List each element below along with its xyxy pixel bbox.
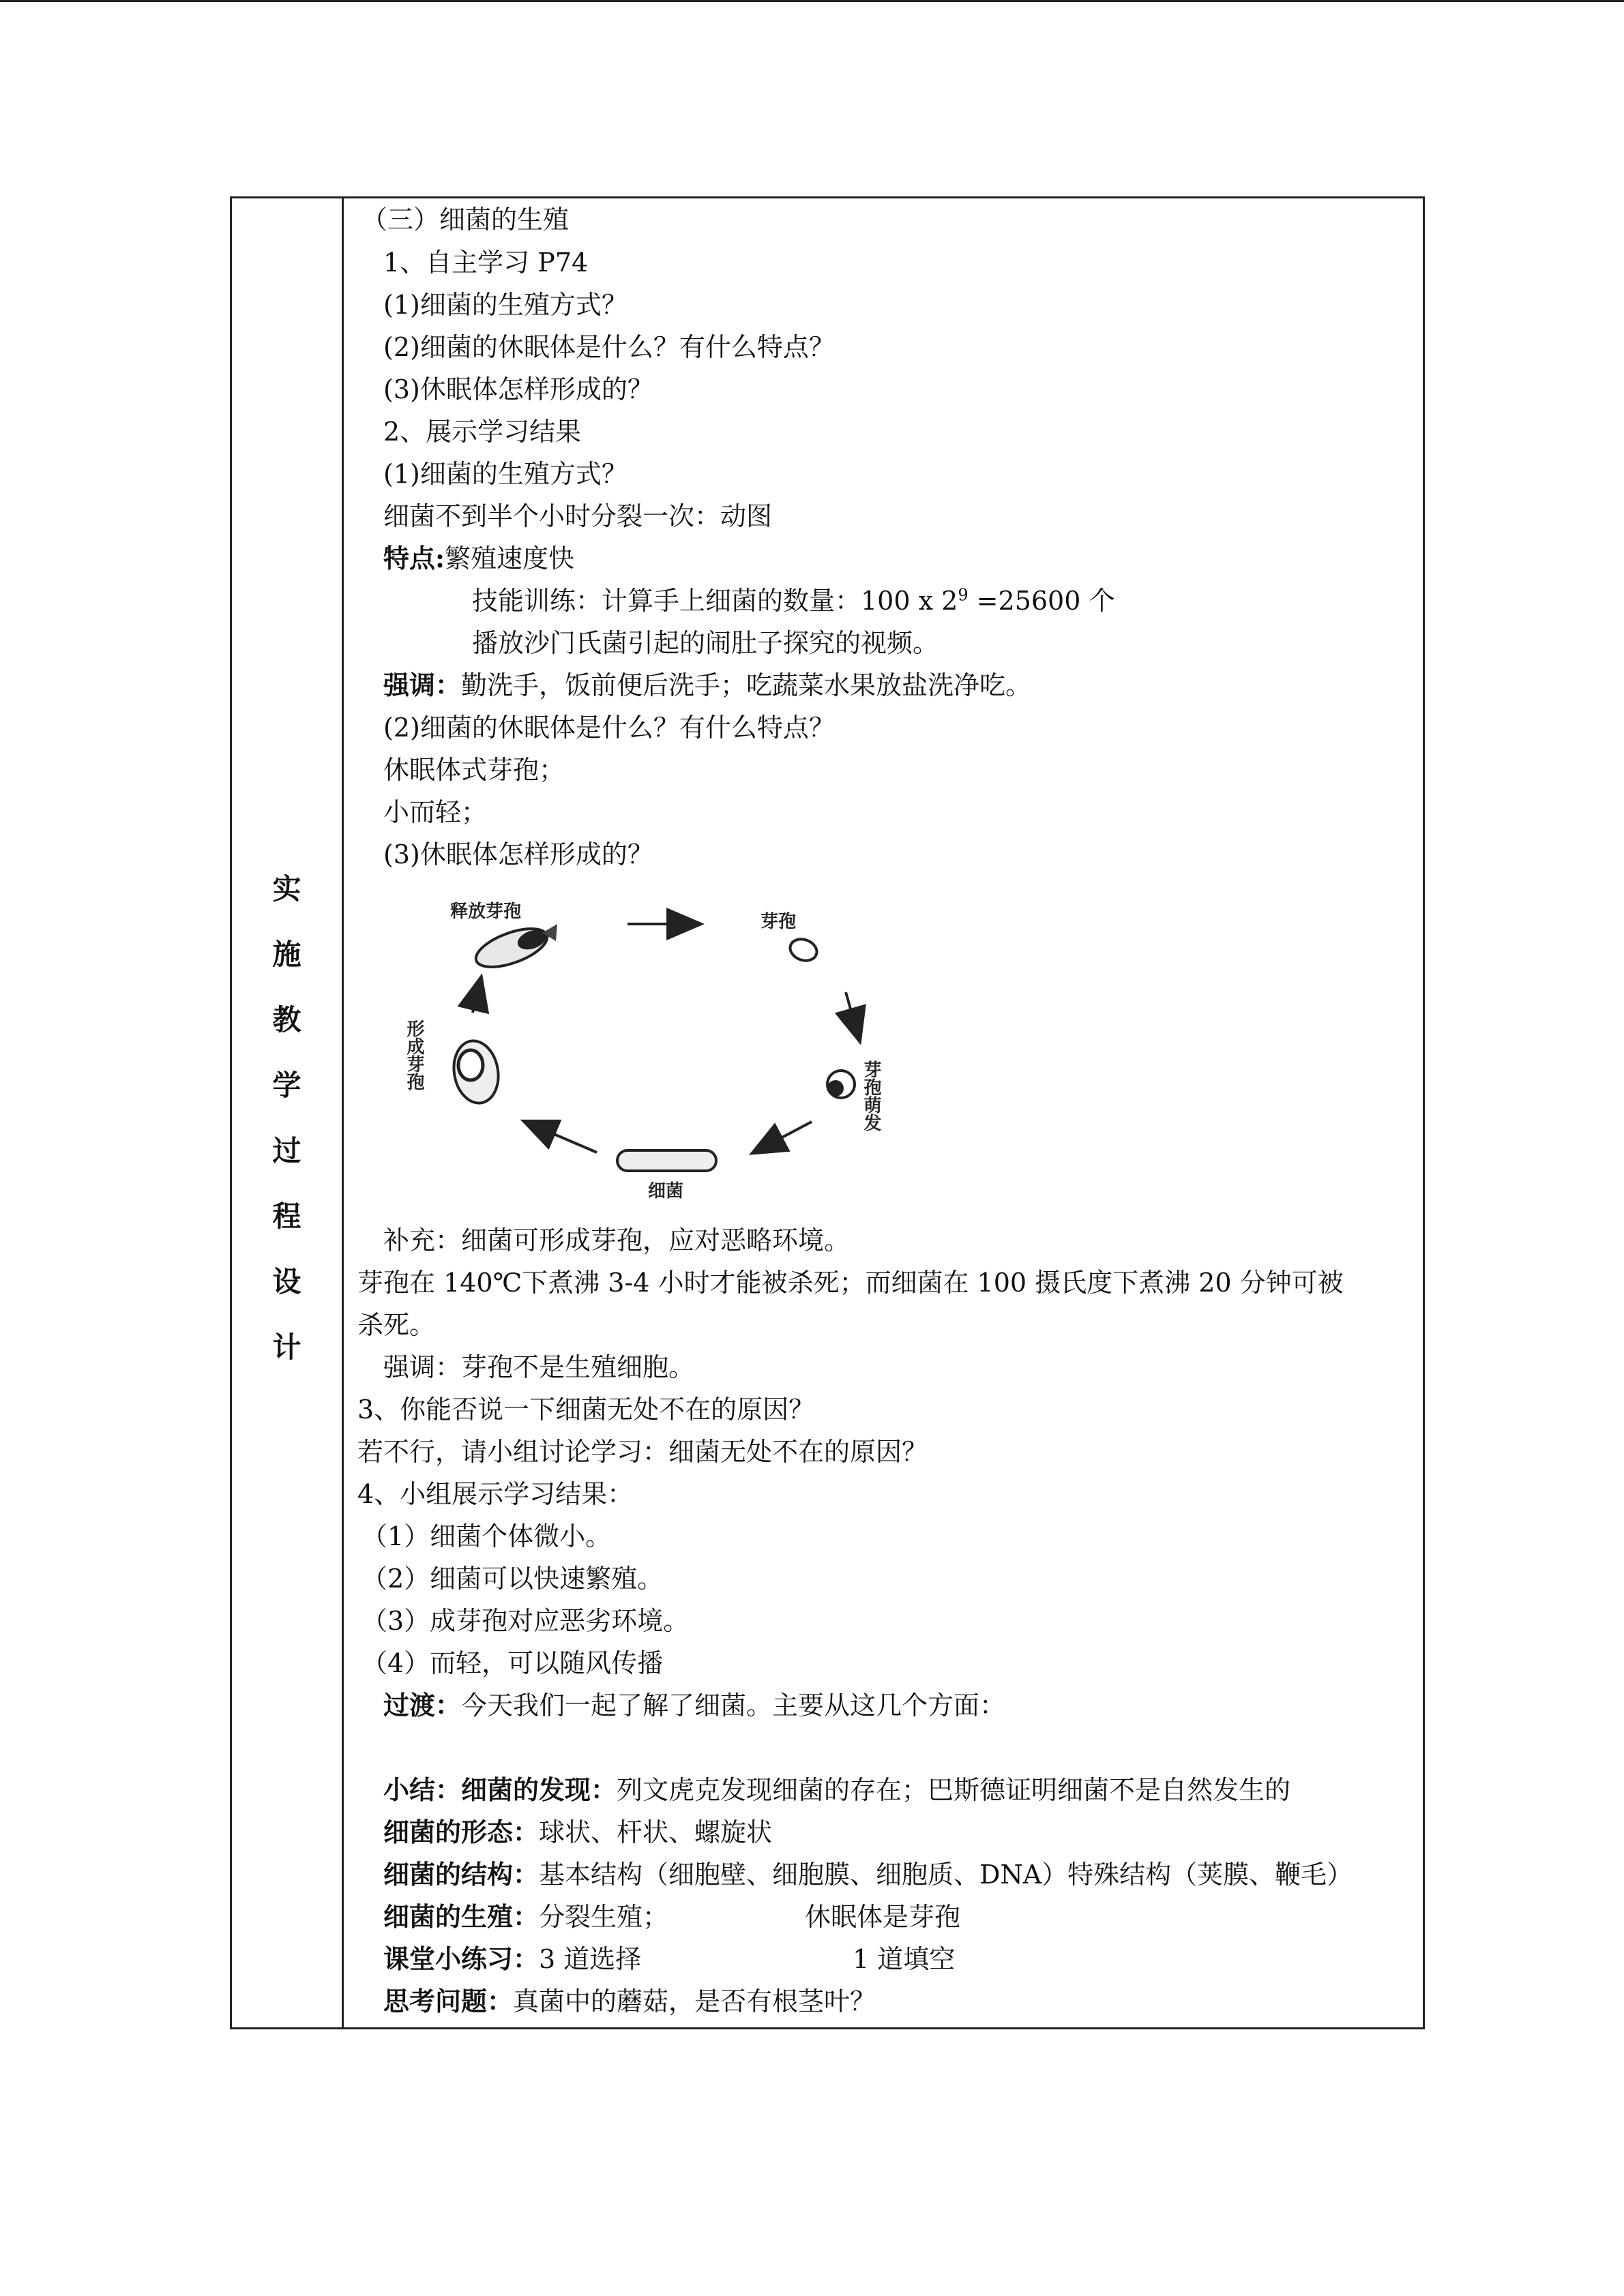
answer-1-title: (1)细菌的生殖方式？ (383, 459, 628, 489)
summary-label: 小结：细菌的发现： (383, 1774, 617, 1805)
spore-icon (787, 936, 820, 964)
think-text: 真菌中的蘑菇，是否有根茎叶？ (513, 1986, 876, 2016)
label-form-spore: 形成芽孢 (404, 1019, 424, 1090)
germinating-spore-icon (827, 1071, 855, 1098)
skill-training (472, 584, 1114, 618)
arrow-down-left (754, 1122, 812, 1152)
result-4: （4）而轻，可以随风传播 (361, 1648, 664, 1678)
forming-spore-cell-icon (449, 1037, 503, 1107)
question-1: (1)细菌的生殖方式？ (383, 290, 628, 320)
summary-line (383, 1773, 1290, 1807)
side-title-char: 程 (272, 1199, 301, 1233)
structure-line (383, 1858, 1353, 1892)
result-1: （1）细菌个体微小。 (361, 1521, 612, 1551)
result-2: （2）细菌可以快速繁殖。 (361, 1564, 664, 1594)
emphasis-label: 强调： (383, 670, 462, 700)
think-line (383, 1984, 876, 2018)
section-title: （三）细菌的生殖 (361, 205, 570, 235)
summary-text: 列文虎克发现细菌的存在；巴斯德证明细菌不是自然发生的 (617, 1775, 1291, 1805)
spore-cycle-diagram (385, 886, 890, 1207)
transition-label: 过渡： (383, 1690, 462, 1720)
emphasis-2: 强调：芽孢不是生殖细胞。 (383, 1352, 695, 1382)
answer-2-line-1: 休眠体式芽孢； (383, 755, 565, 785)
question-2: (2)细菌的休眠体是什么？有什么特点？ (383, 332, 835, 362)
emphasis-text: 勤洗手，饭前便后洗手；吃蔬菜水果放盐洗净吃。 (461, 670, 1032, 700)
arrow-up-left (525, 1122, 597, 1152)
feature-label: 特点: (383, 543, 445, 573)
feature-text: 繁殖速度快 (445, 543, 575, 573)
skill-exponent: 9 (958, 585, 969, 605)
side-column (232, 198, 344, 2027)
label-release-spore: 释放芽孢 (450, 901, 522, 922)
skill-text-a: 技能训练：计算手上细菌的数量：100 x 2 (472, 586, 958, 616)
structure-text: 基本结构（细胞壁、细胞膜、细胞质、DNA）特殊结构（荚膜、鞭毛） (539, 1860, 1353, 1890)
question-everywhere: 3、你能否说一下细菌无处不在的原因？ (357, 1395, 815, 1425)
label-bacteria: 细菌 (648, 1181, 684, 1202)
reproduction-label: 细菌的生殖： (383, 1901, 540, 1932)
bacteria-icon (617, 1150, 716, 1171)
page-top-border (0, 0, 1624, 2)
result-3: （3）成芽孢对应恶劣环境。 (361, 1606, 690, 1636)
answer-2-title: (2)细菌的休眠体是什么？有什么特点？ (383, 713, 835, 743)
structure-label: 细菌的结构： (383, 1859, 540, 1890)
practice-text-2: 1 道填空 (853, 1944, 956, 1974)
practice-text-1: 3 道选择 (539, 1944, 642, 1974)
arrow-up (473, 979, 481, 1013)
side-title (232, 856, 342, 1380)
video-note: 播放沙门氏菌引起的闹肚子探究的视频。 (472, 628, 939, 658)
shape-text: 球状、杆状、螺旋状 (539, 1817, 773, 1847)
self-study-heading: 1、自主学习 P74 (383, 248, 589, 278)
transition-line (383, 1688, 1005, 1723)
reproduction-text-2: 休眠体是芽孢 (805, 1902, 961, 1932)
supplement-1: 补充：细菌可形成芽孢，应对恶略环境。 (383, 1225, 851, 1255)
reproduction-text-1: 分裂生殖； (539, 1902, 669, 1932)
emphasis-line (383, 668, 1031, 702)
shape-line (383, 1815, 772, 1849)
side-title-char: 过 (272, 1134, 301, 1167)
side-title-char: 施 (272, 938, 301, 971)
arrow-down (846, 992, 859, 1040)
supplement-2: 芽孢在 140℃下煮沸 3-4 小时才能被杀死；而细菌在 100 摄氏度下煮沸 20 分钟可被 (357, 1268, 1344, 1298)
show-results-heading: 2、展示学习结果 (383, 417, 582, 447)
discussion-prompt: 若不行，请小组讨论学习：细菌无处不在的原因？ (357, 1437, 928, 1467)
side-title-char: 计 (272, 1330, 301, 1364)
label-germinate: 芽孢萌发 (861, 1060, 881, 1131)
think-label: 思考问题： (383, 1986, 514, 2016)
side-title-char: 设 (272, 1265, 301, 1298)
side-title-char: 教 (272, 1003, 301, 1037)
releasing-cell-icon (471, 921, 557, 975)
skill-text-b: =25600 个 (968, 586, 1115, 616)
practice-label: 课堂小练习： (383, 1943, 540, 1974)
feature-line (383, 541, 574, 576)
side-title-char: 学 (272, 1069, 301, 1102)
supplement-3: 杀死。 (357, 1310, 436, 1340)
question-3: (3)休眠体怎样形成的？ (383, 374, 653, 404)
practice-line (383, 1942, 641, 1976)
reproduction-line (383, 1900, 668, 1934)
transition-text: 今天我们一起了解了细菌。主要从这几个方面： (461, 1690, 1006, 1720)
group-show-heading: 4、小组展示学习结果： (357, 1479, 634, 1509)
answer-2-line-2: 小而轻； (383, 797, 488, 827)
shape-label: 细菌的形态： (383, 1817, 540, 1847)
answer-1-text: 细菌不到半个小时分裂一次：动图 (383, 501, 773, 531)
side-title-char: 实 (272, 872, 301, 906)
label-spore: 芽孢 (761, 912, 797, 932)
answer-3-title: (3)休眠体怎样形成的？ (383, 839, 653, 869)
